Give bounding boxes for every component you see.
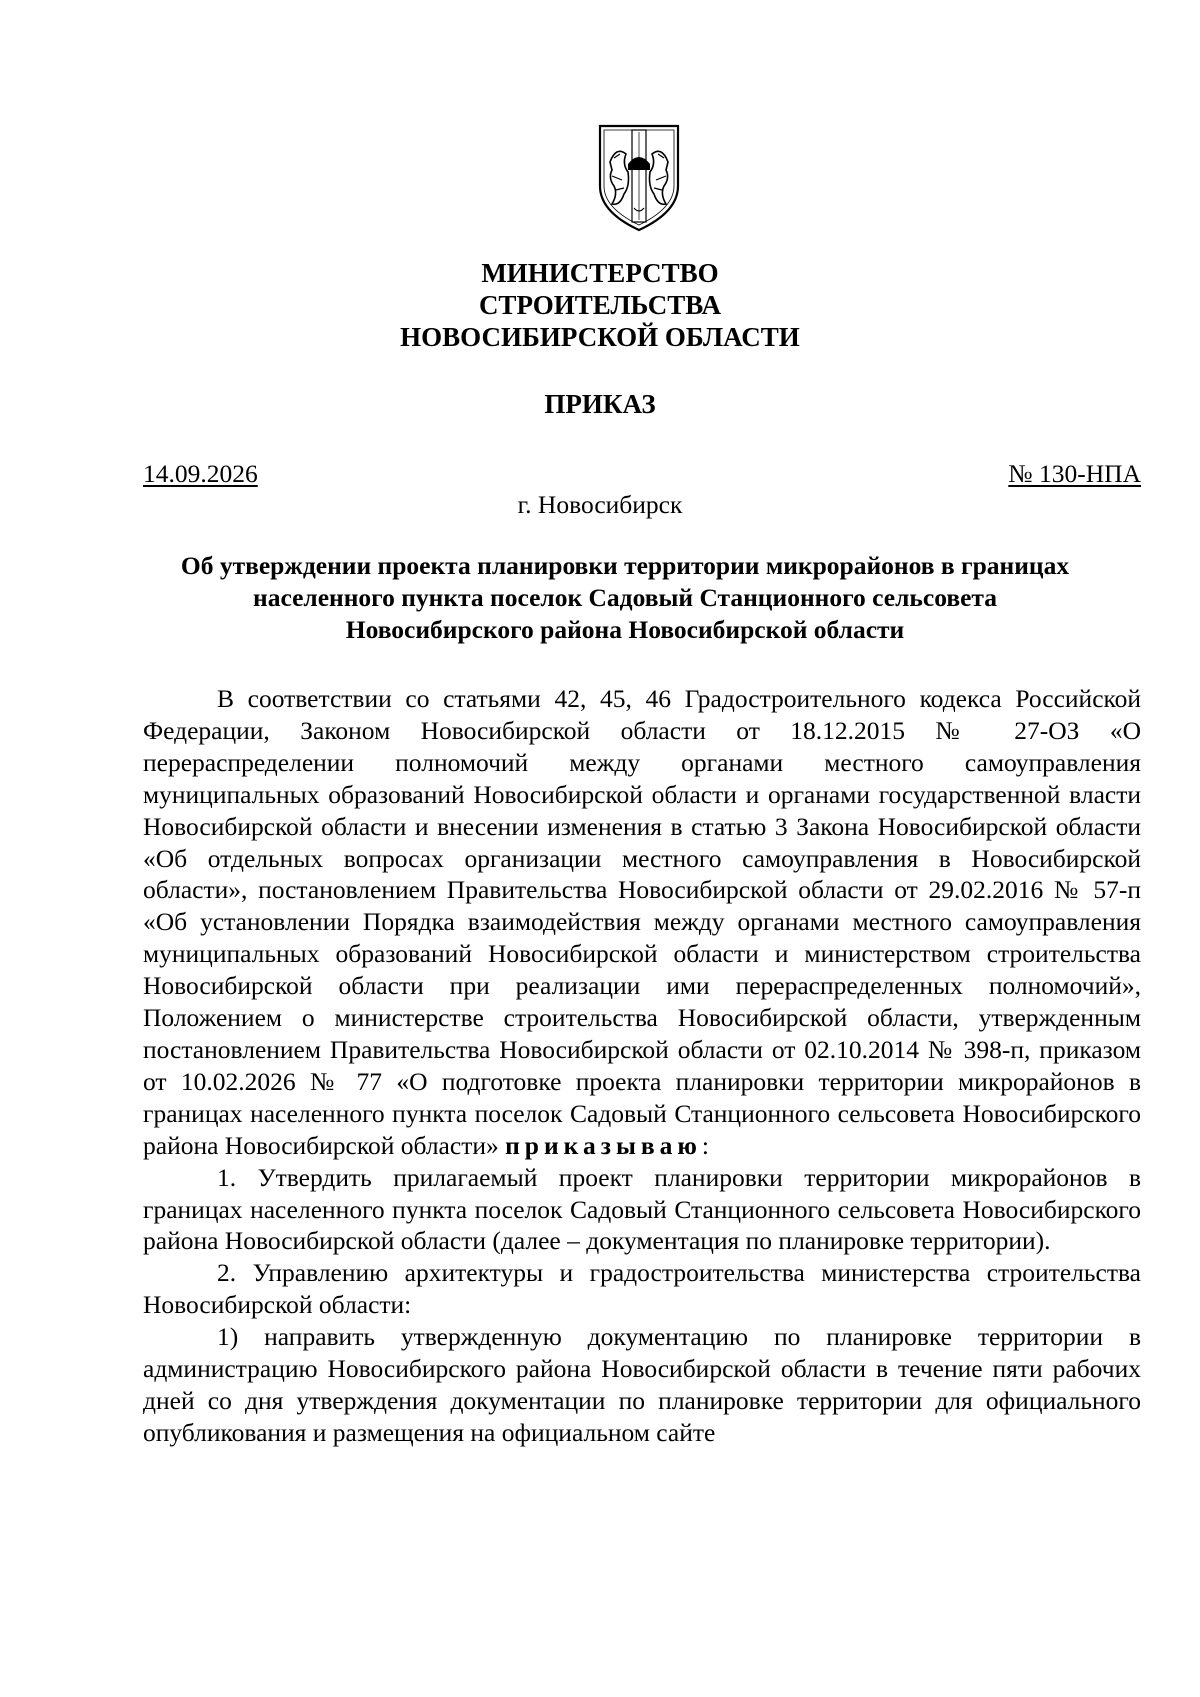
coat-of-arms-icon (598, 124, 680, 232)
command-word: приказываю (505, 1130, 702, 1160)
city-name: г. Новосибирск (517, 490, 683, 519)
order-number: № 130-НПА (1008, 459, 1141, 488)
preamble-paragraph (143, 683, 1141, 1162)
item-2-1-paragraph: 1) направить утвержденную документацию по планировке территории в администрацию Новосибирского района Новосибирской области в течение пяти рабочих дней со дня утверждения документации по планировке территории для официального опубликования и размещения на официальном сайте (143, 1322, 1141, 1447)
subject-line-1: Об утверждении проекта планировки территории микрорайонов в границах (180, 551, 1070, 580)
document-type: ПРИКАЗ (544, 389, 656, 419)
order-date: 14.09.2026 (143, 459, 258, 488)
preamble-text: В соответствии со статьями 42, 45, 46 Градостроительного кодекса Российской Федерации, Законом Новосибирской области от 18.12.2015 № 27-ОЗ «О перераспределении полномочий между органами местного самоуправления муниципальных образований Новосибирской области и органами государственной власти Новосибирской области и внесении изменения в статью 3 Закона Новосибирской области «Об отдельных вопросах организации местного самоуправления в Новосибирской области», постановлением Правительства Новосибирской области от 29.02.2016 № 57-п «Об установлении Порядка взаимодействия между органами местного самоуправления муниципальных образований Новосибирской области и министерством строительства Новосибирской области при реализации ими перераспределенных полномочий», Положением о министерстве строительства Новосибирской области, утвержденным постановлением Правительства Новосибирской области от 02.10.2014 № 398-п, приказом от 10.02.2026 № 77 «О подготовке проекта планировки территории микрорайонов в границах населенного пункта поселок Садовый Станционного сельсовета Новосибирского района Новосибирской области» (143, 684, 1141, 1160)
preamble-colon: : (701, 1130, 709, 1160)
item-1-paragraph: 1. Утвердить прилагаемый проект планировки территории микрорайонов в границах населенного пункта поселок Садовый Станционного сельсовета Новосибирского района Новосибирской области (далее – документация по планировке территории). (143, 1162, 1141, 1256)
item-2-paragraph: 2. Управлению архитектуры и градостроительства министерства строительства Новосибирской области: (143, 1258, 1141, 1320)
ministry-line-3: НОВОСИБИРСКОЙ ОБЛАСТИ (400, 322, 800, 352)
order-subject (110, 550, 1140, 646)
subject-line-3: Новосибирского района Новосибирской области (345, 615, 905, 644)
order-body (143, 683, 1141, 1449)
subject-line-2: населенного пункта поселок Садовый Станционного сельсовета (253, 583, 997, 612)
ministry-line-1: МИНИСТЕРСТВО (481, 258, 719, 288)
ministry-name (0, 257, 1200, 353)
ministry-line-2: СТРОИТЕЛЬСТВА (478, 290, 722, 320)
